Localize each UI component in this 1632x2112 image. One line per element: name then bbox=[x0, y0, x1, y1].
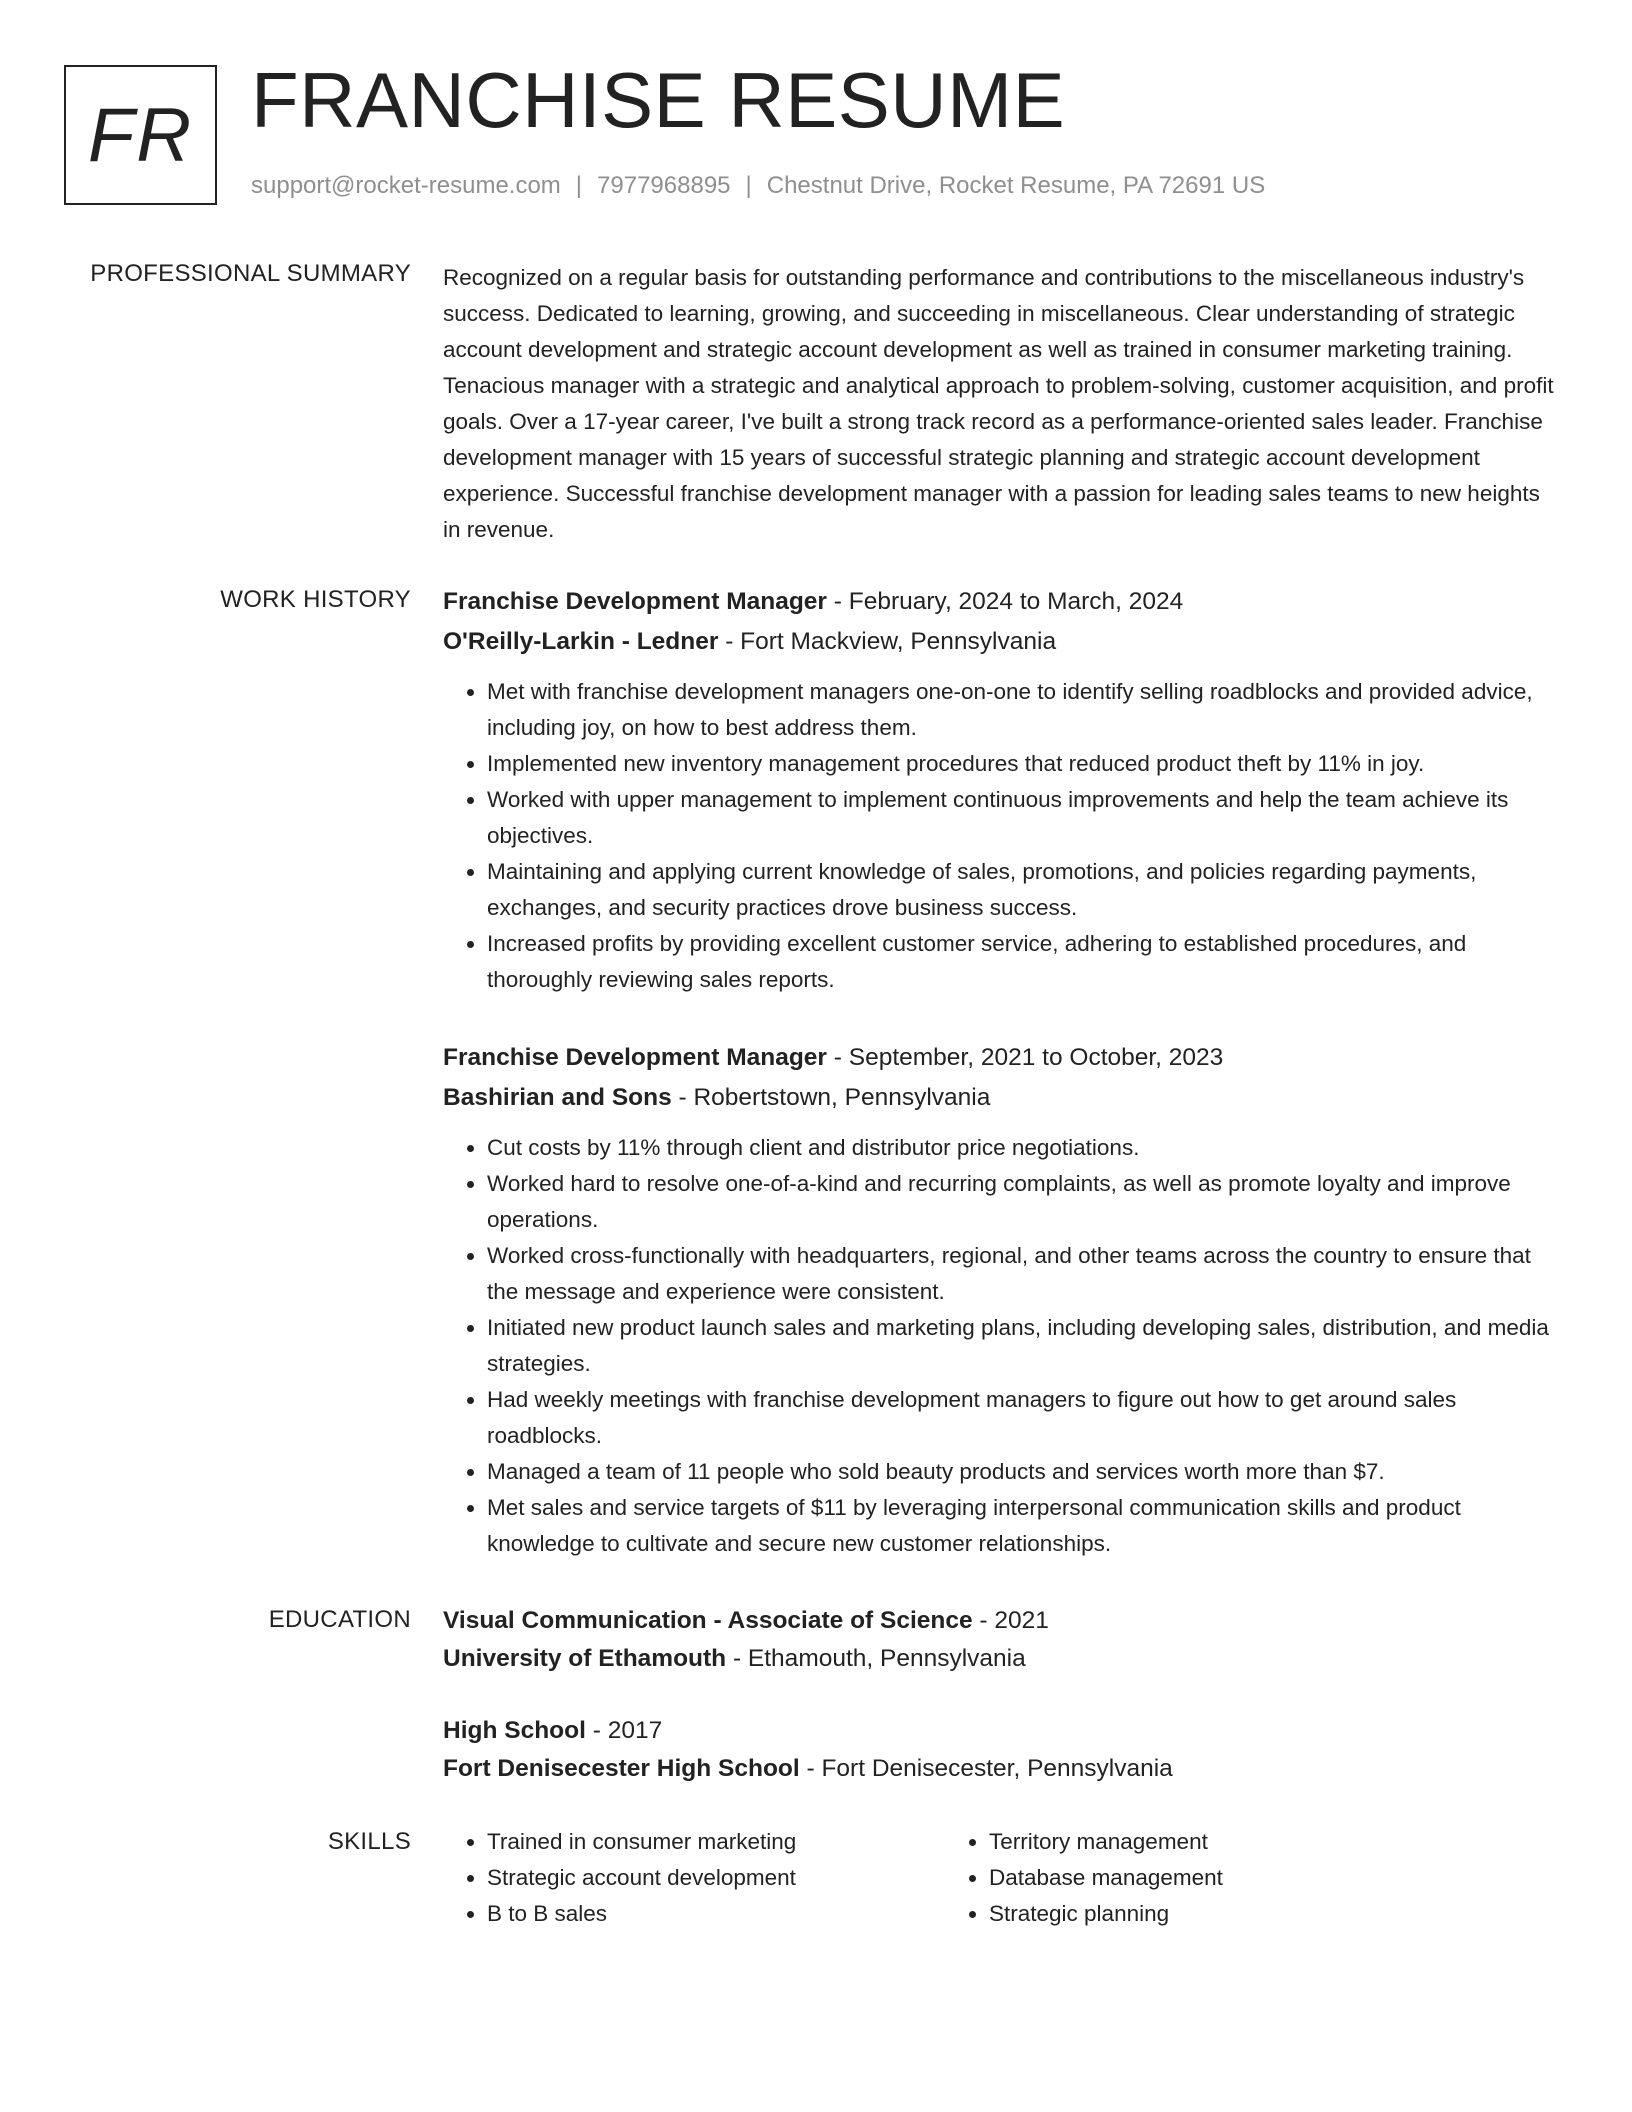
contact-separator: | bbox=[745, 172, 752, 199]
job-employer bbox=[443, 622, 1563, 662]
job-bullet: • Worked with upper management to implement continuous improvements and help the team achieve its objectives. bbox=[487, 782, 1563, 854]
job-entry bbox=[443, 1038, 1563, 1562]
job-bullet: • Worked hard to resolve one-of-a-kind and recurring complaints, as well as promote loyalty and improve operations. bbox=[487, 1166, 1563, 1238]
job-header bbox=[443, 1038, 1563, 1078]
education-degree: Visual Communication - Associate of Science bbox=[443, 1607, 973, 1634]
contact-email[interactable]: support@rocket-resume.com bbox=[251, 172, 561, 199]
job-dates: - February, 2024 to March, 2024 bbox=[826, 588, 1184, 615]
job-bullet: • Managed a team of 11 people who sold beauty products and services worth more than $7. bbox=[487, 1454, 1563, 1490]
job-bullet: • Met with franchise development managers one-on-one to identify selling roadblocks and provided advice, including joy, on how to best address them. bbox=[487, 674, 1563, 746]
job-header bbox=[443, 582, 1563, 622]
skill-item: • Territory management bbox=[989, 1824, 1505, 1860]
resume-body bbox=[0, 256, 1632, 1932]
job-title: Franchise Development Manager bbox=[443, 588, 827, 615]
summary-content bbox=[443, 260, 1563, 548]
job-title: Franchise Development Manager bbox=[443, 1044, 827, 1071]
education-school-line bbox=[443, 1640, 1563, 1678]
job-location: - Fort Mackview, Pennsylvania bbox=[718, 628, 1057, 655]
education-location: - Ethamouth, Pennsylvania bbox=[726, 1645, 1026, 1672]
job-company: Bashirian and Sons bbox=[443, 1084, 672, 1111]
education-school-line bbox=[443, 1750, 1563, 1788]
education-school: Fort Denisecester High School bbox=[443, 1755, 800, 1782]
job-location: - Robertstown, Pennsylvania bbox=[671, 1084, 991, 1111]
skill-item: • Trained in consumer marketing bbox=[487, 1824, 945, 1860]
education-location: - Fort Denisecester, Pennsylvania bbox=[799, 1755, 1173, 1782]
monogram-logo: FR bbox=[64, 65, 217, 205]
job-bullet: • Maintaining and applying current knowledge of sales, promotions, and policies regarding payments, exchanges, and security practices drove business success. bbox=[487, 854, 1563, 926]
education-school: University of Ethamouth bbox=[443, 1645, 727, 1672]
education-year: - 2021 bbox=[972, 1607, 1049, 1634]
skills-section bbox=[0, 1824, 1632, 1932]
education-degree-line bbox=[443, 1712, 1563, 1750]
job-bullet: • Worked cross-functionally with headquarters, regional, and other teams across the country to ensure that the message and experience were consistent. bbox=[487, 1238, 1563, 1310]
page-title: FRANCHISE RESUME bbox=[251, 56, 1066, 144]
education-degree: High School bbox=[443, 1717, 586, 1744]
job-dates: - September, 2021 to October, 2023 bbox=[826, 1044, 1224, 1071]
work-content bbox=[443, 582, 1563, 1602]
contact-separator: | bbox=[575, 172, 583, 199]
job-bullet: • Implemented new inventory management procedures that reduced product theft by 11% in joy. bbox=[487, 746, 1563, 782]
job-employer bbox=[443, 1078, 1563, 1118]
job-company: O'Reilly-Larkin - Ledner bbox=[443, 628, 719, 655]
job-bullets bbox=[443, 674, 1563, 998]
contact-address: Chestnut Drive, Rocket Resume, PA 72691 US bbox=[766, 172, 1266, 199]
skill-item: • Strategic account development bbox=[487, 1860, 945, 1896]
job-entry bbox=[443, 582, 1563, 998]
section-label-skills: SKILLS bbox=[327, 1828, 411, 1855]
skills-column-left bbox=[443, 1824, 945, 1932]
job-bullet: • Met sales and service targets of $11 by leveraging interpersonal communication skills and product knowledge to cultivate and secure new customer relationships. bbox=[487, 1490, 1563, 1562]
job-bullet: • Cut costs by 11% through client and distributor price negotiations. bbox=[487, 1130, 1563, 1166]
education-entry bbox=[443, 1602, 1563, 1678]
education-section bbox=[0, 1602, 1632, 1822]
section-label-education: EDUCATION bbox=[268, 1606, 411, 1633]
work-history-section bbox=[0, 582, 1632, 1602]
education-content bbox=[443, 1602, 1563, 1822]
contact-phone[interactable]: 7977968895 bbox=[597, 172, 731, 199]
skills-content bbox=[443, 1824, 1563, 1932]
contact-line bbox=[251, 172, 1265, 200]
skills-column-right bbox=[945, 1824, 1505, 1932]
skill-item: • Strategic planning bbox=[989, 1896, 1505, 1932]
summary-text: Recognized on a regular basis for outstanding performance and contributions to the miscellaneous industry's success. Dedicated to learning, growing, and succeeding in miscellaneous. Clear understanding of strategic account development and strategic account development as well as trained in consumer marketing training. Tenacious manager with a strategic and analytical approach to problem-solving, customer acquisition, and profit goals. Over a 17-year career, I've built a strong track record as a performance-oriented sales leader. Franchise development manager with 15 years of successful strategic planning and strategic account development experience. Successful franchise development manager with a passion for leading sales teams to new heights in revenue. bbox=[443, 265, 1554, 542]
skill-item: • Database management bbox=[989, 1860, 1505, 1896]
job-bullets bbox=[443, 1130, 1563, 1562]
education-degree-line bbox=[443, 1602, 1563, 1640]
education-year: - 2017 bbox=[585, 1717, 663, 1744]
skills-grid bbox=[443, 1824, 1563, 1932]
job-bullet: • Increased profits by providing excellent customer service, adhering to established procedures, and thoroughly reviewing sales reports. bbox=[487, 926, 1563, 998]
education-entry bbox=[443, 1712, 1563, 1788]
section-label-work: WORK HISTORY bbox=[220, 586, 411, 613]
job-bullet: • Initiated new product launch sales and marketing plans, including developing sales, distribution, and media strategies. bbox=[487, 1310, 1563, 1382]
section-label-summary: PROFESSIONAL SUMMARY bbox=[90, 260, 411, 287]
skill-item: • B to B sales bbox=[487, 1896, 945, 1932]
professional-summary-section bbox=[0, 256, 1632, 548]
job-bullet: • Had weekly meetings with franchise development managers to figure out how to get around sales roadblocks. bbox=[487, 1382, 1563, 1454]
